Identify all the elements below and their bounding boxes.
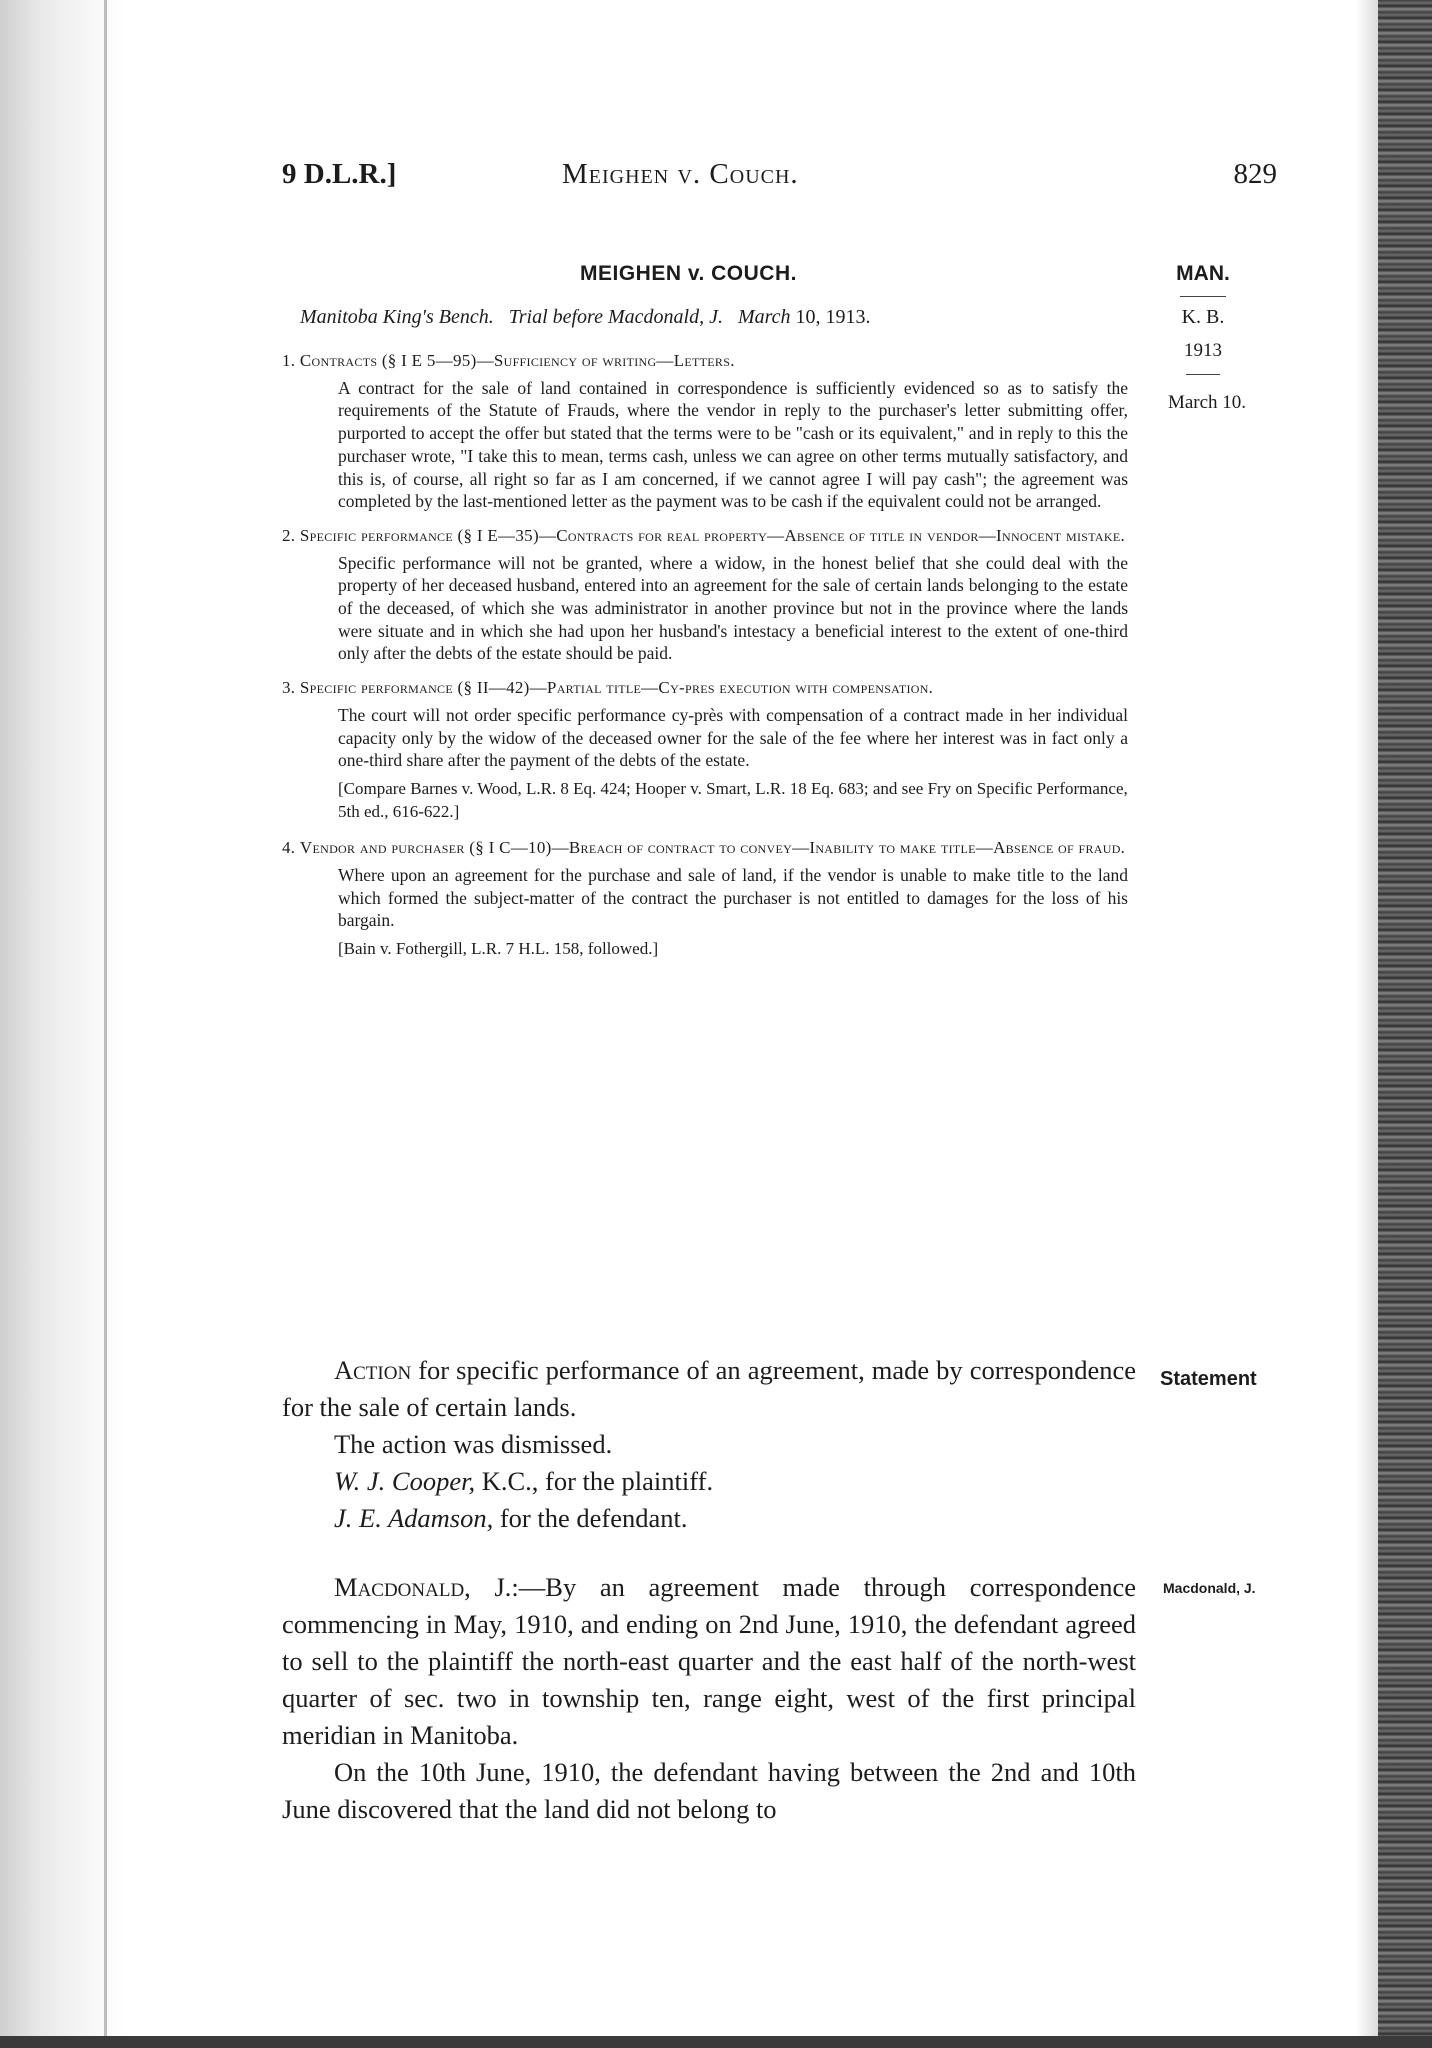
judgment-paragraph-1 [282, 1569, 1136, 1754]
statement-paragraph [282, 1352, 1136, 1426]
headnote-body: A contract for the sale of land contained in correspondence is sufficiently evidenced so as to satisfy the requirements of the Statute of Frauds, where the vendor in reply to the purchaser's letter submitting offer, purported to accept the offer but stated that the terms were to be "cash or its equivalent," and in reply to this the purchaser wrote, "I take this to mean, terms cash, unless we can agree on other terms mutually satisfactory, and this is, of course, all right so far as I am concerned, if we cannot agree I will pay cash"; the agreement was completed by the last-mentioned letter as the payment was to be cash if the equivalent could not be arranged. [338, 377, 1128, 512]
headnote-title [282, 525, 1128, 548]
judgment-paragraph-2: On the 10th June, 1910, the defendant having between the 2nd and 10th June discovered that the land did not belong to [282, 1757, 1136, 1824]
trial-judge: Trial before Macdonald, J. [508, 306, 723, 328]
headnote-number: 4. [282, 838, 296, 858]
court-name: Manitoba King's Bench. [300, 306, 494, 328]
judgment-text-1: :—By an agreement made through correspondence commencing in May, 1910, and ending on 2nd June, 1910, the defendant agreed to sell to the plaintiff the north-east quarter and the east half of the north-west quarter of sec. two in township ten, range eight, west of the first principal meridian in Manitoba. [282, 1572, 1136, 1750]
headnote-title [282, 837, 1128, 860]
dismissed-line: The action was dismissed. [334, 1429, 613, 1459]
judge-margin-label: Macdonald, J. [1163, 1580, 1256, 1596]
decision-date: 10, 1913. [795, 306, 871, 328]
scan-bottom-edge [0, 2036, 1432, 2048]
headnote-body: The court will not order specific performance cy-près with compensation of a contract made in her individual capacity only by the widow of the deceased owner for the sale of the fee where her interest was in fact only a one-third share after the payment of the debts of the estate. [338, 704, 1128, 771]
headnotes [282, 350, 1128, 975]
headnote-topic: Vendor and purchaser (§ I C—10)—Breach of contract to convey—Inability to make title—Absence of fraud. [299, 838, 1126, 858]
headnote-number: 3. [282, 678, 296, 698]
margin-year: 1913 [1184, 340, 1222, 361]
court-line [300, 306, 871, 329]
headnote-topic: Specific performance (§ I E—35)—Contracts for real property—Absence of title in vendor—Innocent mistake. [299, 525, 1125, 545]
margin-province: MAN. [1176, 262, 1230, 285]
page-number: 829 [1233, 158, 1277, 190]
counsel-plaintiff [282, 1463, 1136, 1500]
gutter-rule [104, 0, 107, 2048]
margin-date: March 10. [1167, 392, 1247, 413]
decision-month: March [737, 306, 791, 328]
counsel-defendant-role: for the defendant. [499, 1503, 688, 1533]
headnote-body: Where upon an agreement for the purchase and sale of land, if the vendor is unable to make title to the land which formed the subject-matter of the contract the purchaser is not entitled to damages for the loss of his bargain. [338, 865, 1128, 931]
body-text [282, 1352, 1136, 1828]
section-gap [282, 1537, 1136, 1569]
counsel-defendant-name: J. E. Adamson, [334, 1503, 494, 1533]
volume-label: 9 D.L.R.] [282, 158, 397, 190]
margin-rule-2 [1186, 374, 1220, 375]
counsel-defendant [282, 1500, 1136, 1537]
counsel-plaintiff-role: K.C., for the plaintiff. [481, 1466, 714, 1496]
statement-margin-label: Statement [1160, 1368, 1257, 1390]
page-right-shadow [1356, 0, 1380, 2048]
headnote-body: Specific performance will not be granted, where a widow, in the honest belief that she could deal with the property of her deceased husband, entered into an agreement for the sale of certain lands belonging to the estate of the deceased, of which she was administrator in another province but not in the province where the lands were situate and in which she had upon her husband's intestacy a beneficial interest to the extent of one-third only after the debts of the estate should be paid. [338, 552, 1128, 664]
headnote-citation: [Bain v. Fothergill, L.R. 7 H.L. 158, followed.] [338, 939, 659, 959]
running-case-title: Meighen v. Couch. [562, 158, 799, 190]
headnote-topic: Specific performance (§ II—42)—Partial title—Cy-pres execution with compensation. [299, 678, 934, 698]
margin-court: K. B. [1181, 306, 1225, 328]
headnote-title [282, 677, 1128, 700]
headnote-number: 1. [282, 351, 296, 370]
case-title: MEIGHEN v. COUCH. [580, 262, 797, 285]
book-page-edges [1378, 0, 1432, 2048]
counsel-plaintiff-name: W. J. Cooper, [334, 1466, 476, 1496]
headnote-topic: Contracts (§ I E 5—95)—Sufficiency of writing—Letters. [299, 351, 735, 370]
action-text: for specific performance of an agreement, made by correspondence for the sale of certain lands. [282, 1355, 1136, 1422]
headnote-number: 2. [282, 525, 296, 545]
headnote-title [282, 350, 1128, 373]
headnote-citation: [Compare Barnes v. Wood, L.R. 8 Eq. 424; Hooper v. Smart, L.R. 18 Eq. 683; and see Fry on Specific Performance, 5th ed., 616-622.] [338, 778, 1128, 821]
margin-rule [1180, 296, 1226, 297]
action-word: Action [334, 1355, 412, 1385]
running-head [282, 158, 1277, 198]
judge-name: Macdonald, J. [334, 1572, 512, 1602]
